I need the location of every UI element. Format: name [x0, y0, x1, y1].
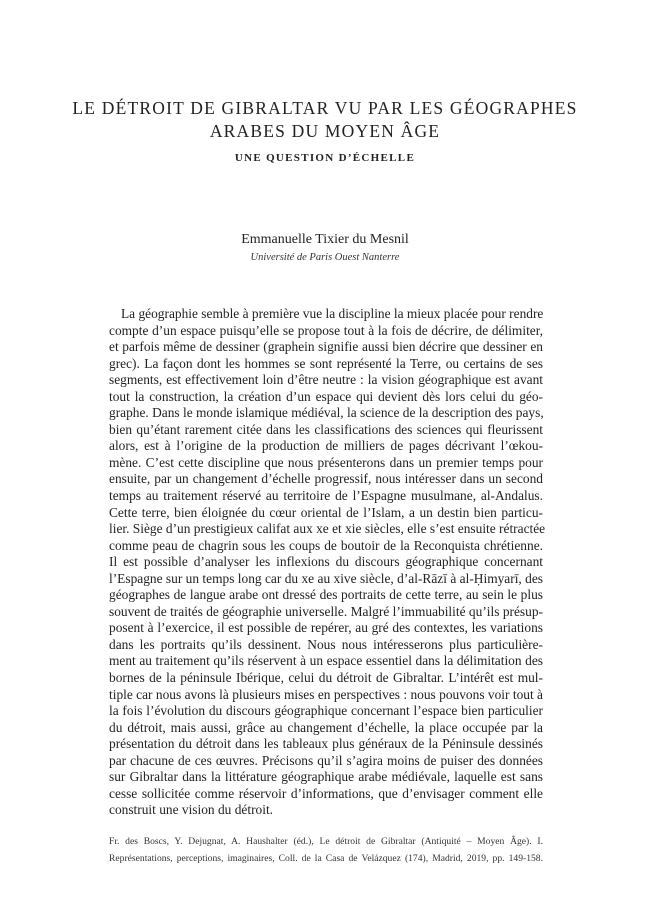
body-line: mène. C’est cette discipline que nous présenterons dans un premier temps pour: [109, 454, 543, 470]
citation-footer: [109, 833, 543, 867]
article-title-line-2: ARABES DU MOYEN ÂGE: [209, 121, 441, 141]
author-name: Emmanuelle Tixier du Mesnil: [241, 232, 409, 247]
body-line: ment au traitement qu’ils réservent à un espace essentiel dans la délimitation des: [109, 653, 543, 669]
body-line: compte d’un espace puisqu’elle se propose tout à la fois de décrire, de délimiter,: [109, 322, 543, 338]
body-line: bornes de la péninsule Ibérique, celui du détroit de Gibraltar. L’intérêt est mul-: [109, 670, 543, 686]
body-line: temps au traitement réservé au territoire de l’Espagne musulmane, al-Andalus.: [109, 488, 543, 504]
body-line: sur Gibraltar dans la littérature géographique arabe médiévale, laquelle est sans: [109, 769, 543, 785]
body-line: comme peau de chagrin sous les coups de boutoir de la Reconquista chrétienne.: [109, 537, 543, 553]
body-line: Cette terre, bien éloignée du cœur oriental de l’Islam, a un destin bien particu-: [109, 504, 543, 520]
body-line: du détroit, mais aussi, grâce au changement d’échelle, la place occupée par la: [109, 719, 543, 735]
body-line: segments, est effectivement loin d’être neutre : la vision géographique est avant: [109, 372, 543, 388]
body-line: posent à l’exercice, il est possible de repérer, au gré des contextes, les variations: [109, 620, 543, 636]
article-title: [40, 97, 610, 143]
body-line: ensuite, par un changement d’échelle progressif, nous intéresser dans un second: [109, 471, 543, 487]
body-line: grec). La façon dont les hommes se sont représenté la Terre, ou certains de ses: [109, 355, 543, 371]
body-line: lier. Siège d’un prestigieux califat aux xe et xie siècles, elle s’est ensuite rétractée: [109, 521, 546, 537]
body-line: construit une vision du détroit.: [109, 802, 274, 818]
body-line: dans les portraits qu’ils dessinent. Nous nous intéresserons plus particulière-: [109, 636, 543, 652]
body-line: par chacune de ces œuvres. Précisons qu’il s’agira moins de puiser des données: [109, 752, 543, 768]
body-line: et parfois même de dessiner (graphein signifie aussi bien décrire que dessiner en: [109, 339, 543, 355]
body-line: présentation du détroit dans les tableaux plus généraux de la Péninsule dessinés: [109, 736, 543, 752]
body-line: la fois l’évolution du discours géographique concernant l’espace bien particulier: [109, 703, 543, 719]
article-body: [109, 306, 546, 819]
body-line: alors, est à l’origine de la production de milliers de pages décrivant l’œkou-: [109, 438, 543, 454]
body-line: souvent de traités de géographie universelle. Malgré l’immuabilité qu’ils présup-: [109, 603, 543, 619]
body-line: bien qu’étant rarement citée dans les classifications des sciences qui fleurissent: [109, 421, 543, 437]
author-affiliation: Université de Paris Ouest Nanterre: [250, 252, 400, 263]
body-line: l’Espagne sur un temps long car du xe au xive siècle, d’al-Rāzī à al-Ḥimyarī, des: [109, 570, 543, 586]
citation-line-2: Représentations, perceptions, imaginaires, Coll. de la Casa de Velázquez (174), Madrid, 2019, pp. 149-158.: [109, 853, 543, 864]
article-subtitle: UNE QUESTION D’ÉCHELLE: [234, 152, 416, 164]
body-line: La géographie semble à première vue la discipline la mieux placée pour rendre: [121, 306, 544, 321]
article-title-line-1: LE DÉTROIT DE GIBRALTAR VU PAR LES GÉOGRAPHES: [72, 98, 578, 118]
citation-line-1: Fr. des Boscs, Y. Dejugnat, A. Haushalter (éd.), Le détroit de Gibraltar (Antiquité – Moyen Âge). I.: [109, 836, 543, 847]
body-line: tout la construction, la création d’un espace qui devient dès lors celui du géo-: [109, 388, 543, 404]
body-line: géographes de langue arabe ont dressé des portraits de cette terre, au sein le plus: [109, 587, 543, 603]
body-line: tiple car nous avons là plusieurs mises en perspectives : nous pouvons voir tout à: [109, 686, 543, 702]
body-line: Il est possible d’analyser les inflexions du discours géographique concernant: [109, 554, 543, 570]
body-line: cesse sollicitée comme réservoir d’informations, que d’envisager comment elle: [109, 785, 543, 801]
body-line: graphe. Dans le monde islamique médiéval, la science de la description des pays,: [109, 405, 544, 421]
